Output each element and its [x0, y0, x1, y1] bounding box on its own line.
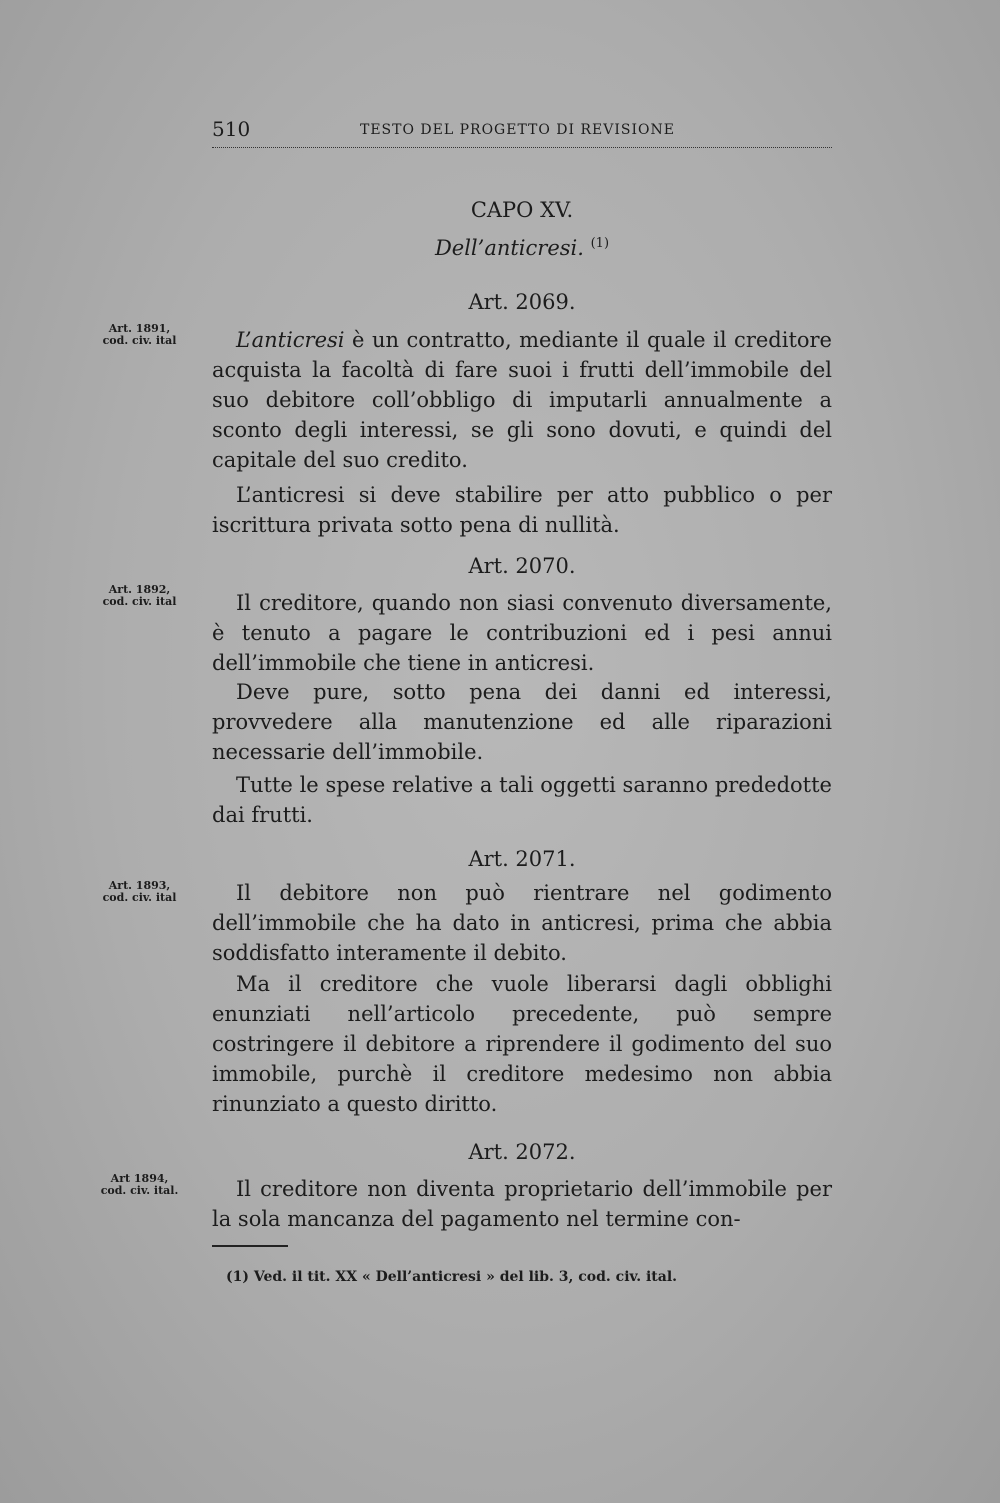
margin-note: Art. 1891, cod. civ. ital: [102, 322, 177, 347]
running-title: TESTO DEL PROGETTO DI REVISIONE: [360, 122, 675, 138]
chapter-heading: CAPO XV.: [470, 198, 574, 222]
article-paragraph: Ma il creditore che vuole liberarsi dagli obblighi enunziati nell’articolo precedente, può sempre costringere il debitore a riprendere il godimento del suo immobile, purchè il creditore medesimo non abbia rinunziato a questo diritto.: [212, 972, 832, 1116]
page-header: [212, 117, 832, 148]
article-title: Art. 2071.: [468, 847, 576, 871]
margin-note: Art. 1892, cod. civ. ital: [102, 583, 177, 608]
article-paragraph: Tutte le spese relative a tali oggetti saranno prededotte dai frutti.: [212, 773, 832, 827]
article-paragraph: Il creditore, quando non siasi convenuto diversamente, è tenuto a pagare le contribuzioni ed i pesi annui dell’immobile che tiene in anticresi.: [212, 591, 832, 675]
article-title: Art. 2069.: [468, 290, 576, 314]
section-title: [212, 236, 832, 260]
article-paragraph: Il debitore non può rientrare nel godimento dell’immobile che ha dato in anticresi, prima che abbia soddisfatto interamente il debito.: [212, 881, 832, 965]
footnote-mark: (1): [590, 236, 610, 251]
section-title-text: Dell’anticresi.: [434, 236, 584, 260]
footnote: (1) Ved. il tit. XX « Dell’anticresi » del lib. 3, cod. civ. ital.: [226, 1269, 678, 1285]
article-paragraph: Deve pure, sotto pena dei danni ed interessi, provvedere alla manutenzione ed alle riparazioni necessarie dell’immobile.: [212, 680, 832, 764]
article-paragraph: L’anticresi si deve stabilire per atto pubblico o per iscrittura privata sotto pena di nullità.: [212, 483, 832, 537]
article-paragraph: L’anticresi è un contratto, mediante il quale il creditore acquista la facoltà di fare suoi i frutti dell’immobile del suo debitore coll’obbligo di imputarli annualmente a sconto degli interessi, se gli sono dovuti, e quindi del capitale del suo credito.: [212, 328, 832, 472]
article-paragraph: Il creditore non diventa proprietario dell’immobile per la sola mancanza del pagamento nel termine con-: [212, 1177, 832, 1231]
article-title: Art. 2070.: [468, 554, 576, 578]
margin-note: Art 1894, cod. civ. ital.: [100, 1172, 179, 1197]
margin-note: Art. 1893, cod. civ. ital: [102, 879, 177, 904]
footnote-divider: [212, 1245, 288, 1247]
article-title: Art. 2072.: [468, 1140, 576, 1164]
page-number: 510: [212, 117, 251, 141]
